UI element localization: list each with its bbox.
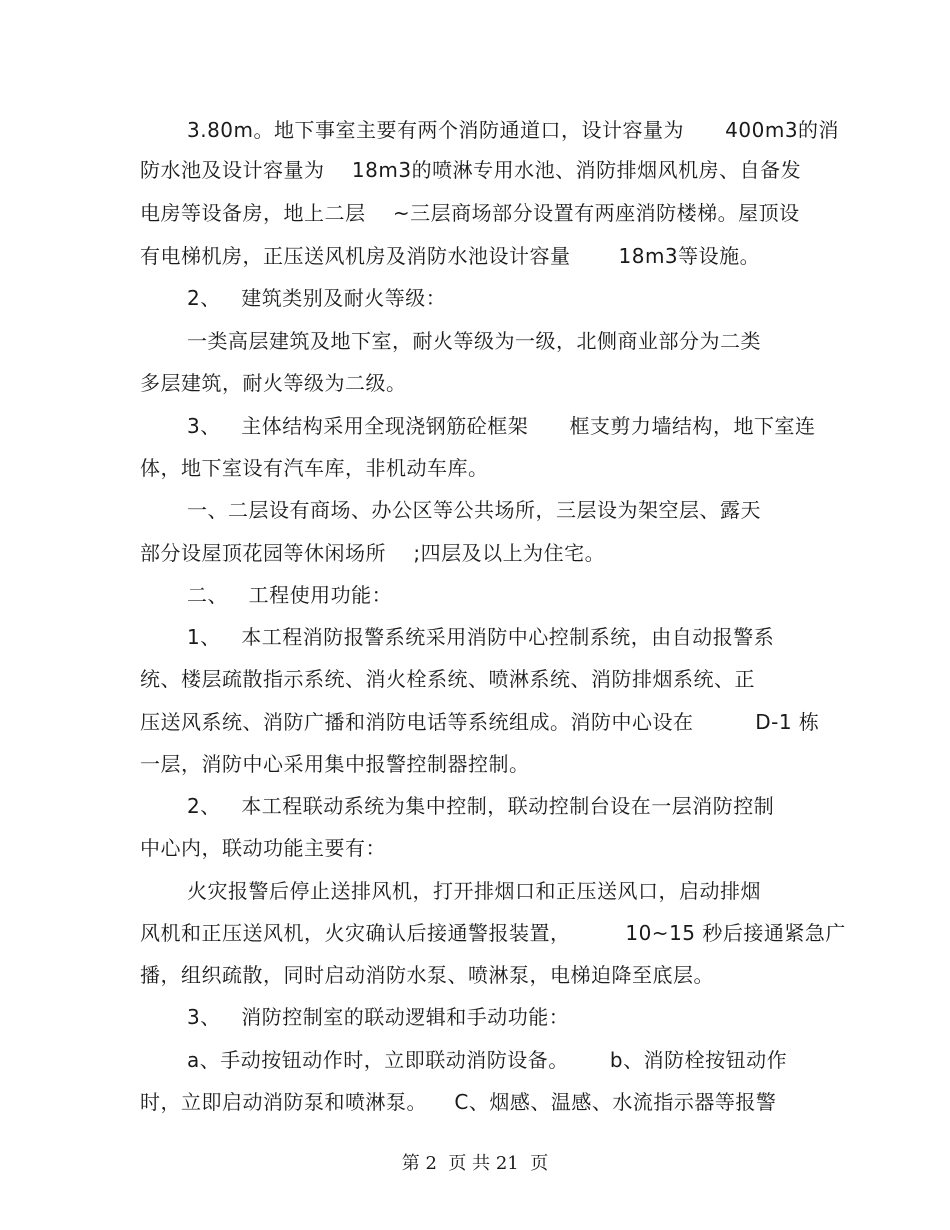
text-line-17: 2、 本工程联动系统为集中控制，联动控制台设在一层消防控制: [187, 794, 775, 818]
text-line-3: 电房等设备房，地上二层 ~三层商场部分设置有两座消防楼梯。屋顶设: [140, 201, 800, 225]
text-line-22: 3、 消防控制室的联动逻辑和手动功能：: [187, 1005, 570, 1029]
text-line-21: 播，组织疏散，同时启动消防水泵、喷淋泵，电梯迫降至底层。: [140, 963, 714, 987]
text-line-24: 时，立即启动消防泵和喷淋泵。 C、烟感、温感、水流指示器等报警: [140, 1090, 777, 1114]
text-line-13: 1、 本工程消防报警系统采用消防中心控制系统，由自动报警系: [187, 625, 775, 649]
text-line-16: 一层，消防中心采用集中报警控制器控制。: [140, 752, 530, 776]
text-line-8: 3、 主体结构采用全现浇钢筋砼框架 框支剪力墙结构，地下室连: [187, 414, 816, 438]
text-line-4: 有电梯机房，正压送风机房及消防水池设计容量 18m3等设施。: [140, 244, 761, 268]
text-line-9: 体，地下室设有汽车库，非机动车库。: [140, 456, 489, 480]
text-line-19: 火灾报警后停止送排风机，打开排烟口和正压送风口，启动排烟: [187, 879, 761, 903]
text-line-18: 中心内，联动功能主要有：: [140, 836, 386, 860]
text-line-5: 2、 建筑类别及耐火等级：: [187, 286, 447, 310]
text-line-6: 一类高层建筑及地下室，耐火等级为一级，北侧商业部分为二类: [187, 329, 761, 353]
text-line-12: 二、 工程使用功能：: [187, 583, 393, 607]
text-line-23: a、手动按钮动作时，立即联动消防设备。 b、消防栓按钮动作: [187, 1048, 788, 1072]
text-line-11: 部分设屋顶花园等休闲场所 ;四层及以上为住宅。: [140, 541, 606, 565]
page-footer: 第 2 页 共 21 页: [401, 1153, 549, 1174]
text-line-2: 防水池及设计容量为 18m3的喷淋专用水池、消防排烟风机房、自备发: [140, 158, 802, 182]
text-line-14: 统、楼层疏散指示系统、消火栓系统、喷淋系统、消防排烟系统、正: [140, 667, 755, 691]
text-line-15: 压送风系统、消防广播和消防电话等系统组成。消防中心设在 D-1 栋: [140, 710, 820, 734]
text-line-7: 多层建筑，耐火等级为二级。: [140, 371, 407, 395]
text-line-20: 风机和正压送风机，火灾确认后接通警报装置， 10~15 秒后接通紧急广: [140, 921, 846, 945]
text-line-1: 3.80m。地下事室主要有两个消防通道口，设计容量为 400m3的消: [187, 118, 840, 142]
text-line-10: 一、二层设有商场、办公区等公共场所，三层设为架空层、露天: [187, 498, 761, 522]
